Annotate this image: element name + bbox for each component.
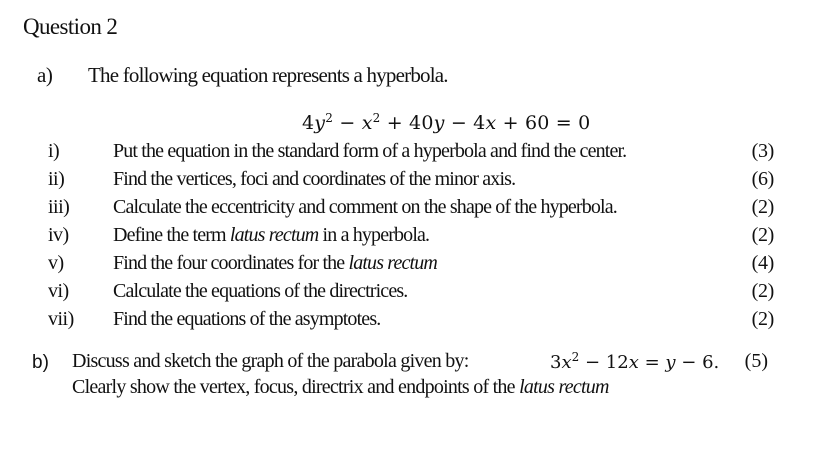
item-marks: (2)	[751, 280, 774, 302]
eq-var: x	[361, 112, 373, 134]
item-text: Find the equations of the asymptotes.	[113, 308, 381, 330]
eq-var: x	[485, 112, 497, 134]
item-text-italic: latus rectum	[229, 224, 319, 246]
eq-exponent: 2	[372, 111, 381, 125]
item-text	[113, 252, 437, 275]
eq-term: 3	[550, 352, 562, 373]
item-label: iii)	[48, 196, 70, 218]
item-marks: (6)	[751, 168, 774, 190]
item-label: vi)	[48, 280, 69, 302]
eq-term: + 40	[380, 112, 434, 134]
item-text: Calculate the equations of the directrices.	[113, 280, 408, 302]
eq-exponent: 2	[325, 111, 334, 125]
eq-var: x	[628, 352, 639, 373]
hyperbola-equation	[302, 112, 590, 134]
eq-term: − 4	[444, 112, 486, 134]
item-text-part: Find the four coordinates for the	[113, 252, 349, 274]
eq-var: y	[314, 112, 326, 134]
part-b-line2	[72, 376, 609, 399]
eq-term: + 60 = 0	[496, 112, 591, 134]
item-marks: (2)	[751, 196, 774, 218]
item-text	[113, 224, 429, 247]
item-marks: (2)	[751, 308, 774, 330]
eq-var: y	[433, 112, 445, 134]
item-label: iv)	[48, 224, 69, 246]
eq-term: − 12	[579, 352, 629, 373]
part-b-line1: Discuss and sketch the graph of the parabola given by:	[72, 350, 469, 372]
item-label: v)	[48, 252, 64, 274]
item-text: Put the equation in the standard form of a hyperbola and find the center.	[113, 140, 627, 162]
part-b-line2-italic: latus rectum	[519, 376, 609, 398]
parabola-equation	[550, 352, 719, 373]
part-b-line2-text: Clearly show the vertex, focus, directrix and endpoints of the	[72, 376, 520, 398]
part-b-label: b)	[32, 352, 49, 373]
eq-var: x	[561, 352, 572, 373]
item-text-italic: latus rectum	[348, 252, 437, 274]
eq-term: 4	[302, 112, 315, 134]
item-text: Calculate the eccentricity and comment on the shape of the hyperbola.	[113, 196, 617, 218]
item-marks: (4)	[751, 252, 774, 274]
part-a-intro: The following equation represents a hyperbola.	[88, 63, 448, 87]
item-marks: (3)	[751, 140, 774, 162]
part-b-marks: (5)	[744, 350, 768, 372]
question-title: Question 2	[23, 14, 118, 39]
eq-exponent: 2	[571, 350, 580, 364]
eq-term: =	[638, 352, 666, 373]
item-text: Find the vertices, foci and coordinates of the minor axis.	[113, 168, 516, 190]
item-label: i)	[48, 140, 60, 162]
part-a-label: a)	[37, 63, 53, 87]
item-text-part: in a hyperbola.	[318, 224, 430, 246]
item-marks: (2)	[751, 224, 774, 246]
item-text-part: Define the term	[113, 224, 230, 246]
eq-var: y	[665, 352, 676, 373]
item-label: ii)	[48, 168, 65, 190]
item-label: vii)	[48, 308, 74, 330]
eq-term: −	[333, 112, 362, 134]
eq-term: − 6.	[675, 352, 720, 373]
